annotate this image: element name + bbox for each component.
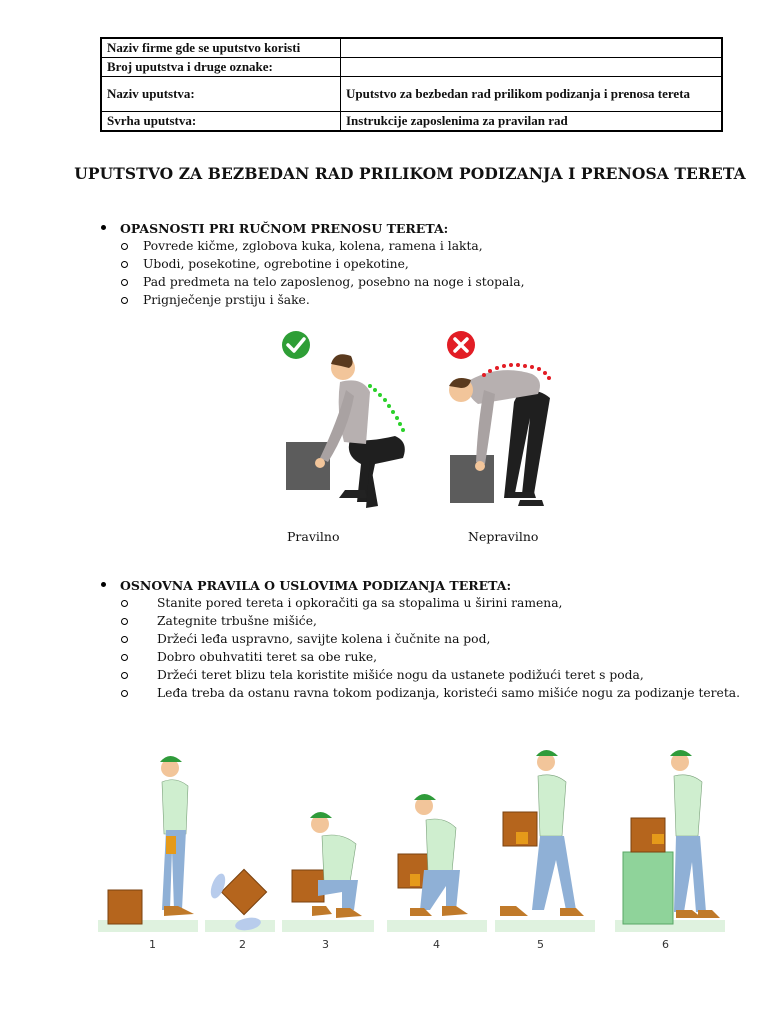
step-number: 2 — [239, 938, 246, 951]
list-item — [121, 684, 740, 702]
list-item-text: Pad predmeta na telo zaposlenog, posebno na noge i stopala, — [143, 275, 525, 289]
info-row — [101, 77, 722, 112]
list-item-text: Držeći leđa uspravno, savijte kolena i čučnite na pod, — [157, 632, 491, 646]
circle-bullet-icon — [121, 600, 128, 607]
list-item — [121, 648, 740, 666]
lifting-steps-illustration — [0, 740, 768, 960]
bullet-icon — [101, 225, 106, 230]
list-item-text: Zategnite trbušne mišiće, — [157, 614, 317, 628]
list-item-text: Povrede kičme, zglobova kuka, kolena, ramena i lakta, — [143, 239, 483, 253]
info-value: Instrukcije zaposlenima za pravilan rad — [341, 112, 723, 132]
list-item-text: Držeći teret blizu tela koristite mišiće nogu da ustanete podižući teret s poda, — [157, 668, 644, 682]
rules-heading — [101, 578, 511, 593]
info-value — [341, 58, 723, 77]
correct-posture-figure — [286, 354, 405, 508]
step-number: 3 — [322, 938, 329, 951]
step-number: 4 — [433, 938, 440, 951]
info-row — [101, 58, 722, 77]
circle-bullet-icon — [121, 690, 128, 697]
info-table — [100, 37, 723, 132]
list-item — [121, 237, 524, 255]
circle-bullet-icon — [121, 279, 128, 286]
info-row — [101, 38, 722, 58]
circle-bullet-icon — [121, 297, 128, 304]
info-row — [101, 112, 722, 132]
list-item — [121, 273, 524, 291]
list-item — [121, 255, 524, 273]
step-4-figure — [398, 794, 468, 916]
step-5-figure — [500, 750, 584, 916]
list-item-text: Leđa treba da ostanu ravna tokom podizanja, koristeći samo mišiće nogu za podizanje tereta. — [157, 686, 741, 700]
circle-bullet-icon — [121, 636, 128, 643]
list-item — [121, 594, 740, 612]
list-item — [121, 291, 524, 309]
info-value — [341, 38, 723, 58]
hazards-heading — [101, 221, 448, 236]
list-item-text: Dobro obuhvatiti teret sa obe ruke, — [157, 650, 378, 664]
circle-bullet-icon — [121, 243, 128, 250]
info-value: Uputstvo za bezbedan rad prilikom podizanja i prenosa tereta — [341, 77, 723, 112]
rules-list — [121, 594, 740, 702]
circle-bullet-icon — [121, 618, 128, 625]
step-number: 6 — [662, 938, 669, 951]
incorrect-caption: Nepravilno — [468, 529, 539, 544]
list-item-text: Stanite pored tereta i opkoračiti ga sa stopalima u širini ramena, — [157, 596, 563, 610]
info-label: Naziv uputstva: — [101, 77, 341, 112]
incorrect-posture-figure — [449, 363, 551, 506]
step-6-figure — [623, 750, 720, 924]
step-number: 1 — [149, 938, 156, 951]
step-1-figure — [108, 756, 194, 924]
circle-bullet-icon — [121, 654, 128, 661]
info-label: Naziv firme gde se uputstvo koristi — [101, 38, 341, 58]
rules-heading-text: OSNOVNA PRAVILA O USLOVIMA PODIZANJA TERETA: — [120, 578, 512, 593]
step-3-figure — [292, 812, 362, 918]
info-label: Svrha uputstva: — [101, 112, 341, 132]
check-icon — [282, 331, 310, 359]
step-number: 5 — [537, 938, 544, 951]
list-item-text: Prignječenje prstiju i šake. — [143, 293, 310, 307]
hazards-list — [121, 237, 524, 309]
correct-caption: Pravilno — [287, 529, 340, 544]
cross-icon — [447, 331, 475, 359]
list-item — [121, 612, 740, 630]
list-item — [121, 666, 740, 684]
bullet-icon — [101, 582, 106, 587]
circle-bullet-icon — [121, 672, 128, 679]
posture-illustration — [0, 320, 768, 580]
list-item-text: Ubodi, posekotine, ogrebotine i opekotine, — [143, 257, 409, 271]
page-title: UPUTSTVO ZA BEZBEDAN RAD PRILIKOM PODIZANJA I PRENOSA TERETA — [74, 164, 746, 183]
circle-bullet-icon — [121, 261, 128, 268]
info-label: Broj uputstva i druge oznake: — [101, 58, 341, 77]
list-item — [121, 630, 740, 648]
hazards-heading-text: OPASNOSTI PRI RUČNOM PRENOSU TERETA: — [120, 221, 449, 236]
